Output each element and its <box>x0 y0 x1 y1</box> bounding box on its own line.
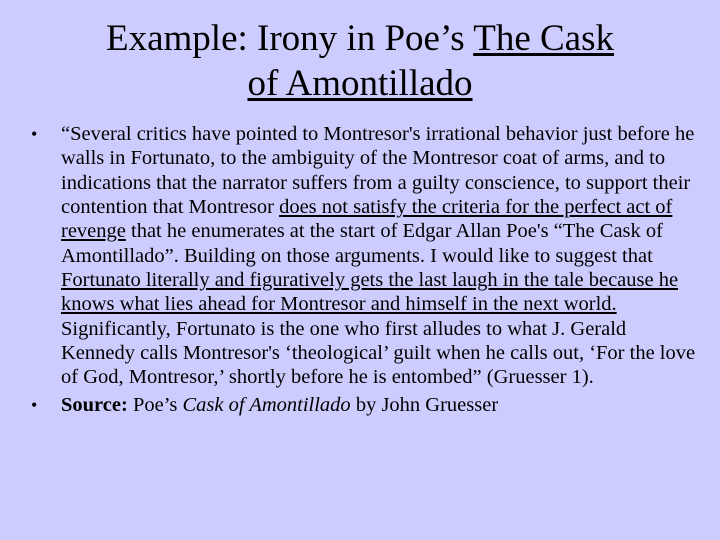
quote-underline-1: does not satisfy the criteria for the perfect act of revenge <box>61 196 673 243</box>
quote-part-3: Significantly, Fortunato is the one who first alludes to what J. Gerald Kennedy calls Montresor's ‘theological’ guilt when he calls out, ‘For the love of God, Montresor,’ shortly before he is entombed” (Gruesser 1). <box>61 317 696 389</box>
source-text-2: by John Gruesser <box>350 393 499 416</box>
bullet-item-quote <box>30 122 702 390</box>
bullet-icon: • <box>31 394 38 415</box>
title-prefix: Example: Irony in Poe’s <box>106 18 474 59</box>
quote-text <box>61 122 702 390</box>
quote-part-2: that he enumerates at the start of Edgar Allan Poe's “The Cask of Amontillado”. Building on those arguments. I would like to suggest that <box>61 220 663 267</box>
source-title: Cask of Amontillado <box>182 393 351 416</box>
bullet-item-source <box>30 393 702 417</box>
title-work-line2: of Amontillado <box>247 63 473 104</box>
slide-content <box>30 122 702 417</box>
slide-title <box>40 16 680 106</box>
source-text <box>61 393 702 417</box>
title-work-line1: The Cask <box>473 18 614 59</box>
source-text-1: Poe’s <box>127 393 183 416</box>
bullet-icon: • <box>31 124 38 144</box>
quote-underline-2: Fortunato literally and figuratively gets the last laugh in the tale because he knows what lies ahead for Montresor and himself in the next world. <box>61 269 679 316</box>
source-label: Source: <box>61 393 128 416</box>
quote-part-1: “Several critics have pointed to Montresor's irrational behavior just before he walls in Fortunato, to the ambiguity of the Montresor coat of arms, and to indications that the narrator suffers from a guilty conscience, to support their contention that Montresor <box>61 123 695 219</box>
